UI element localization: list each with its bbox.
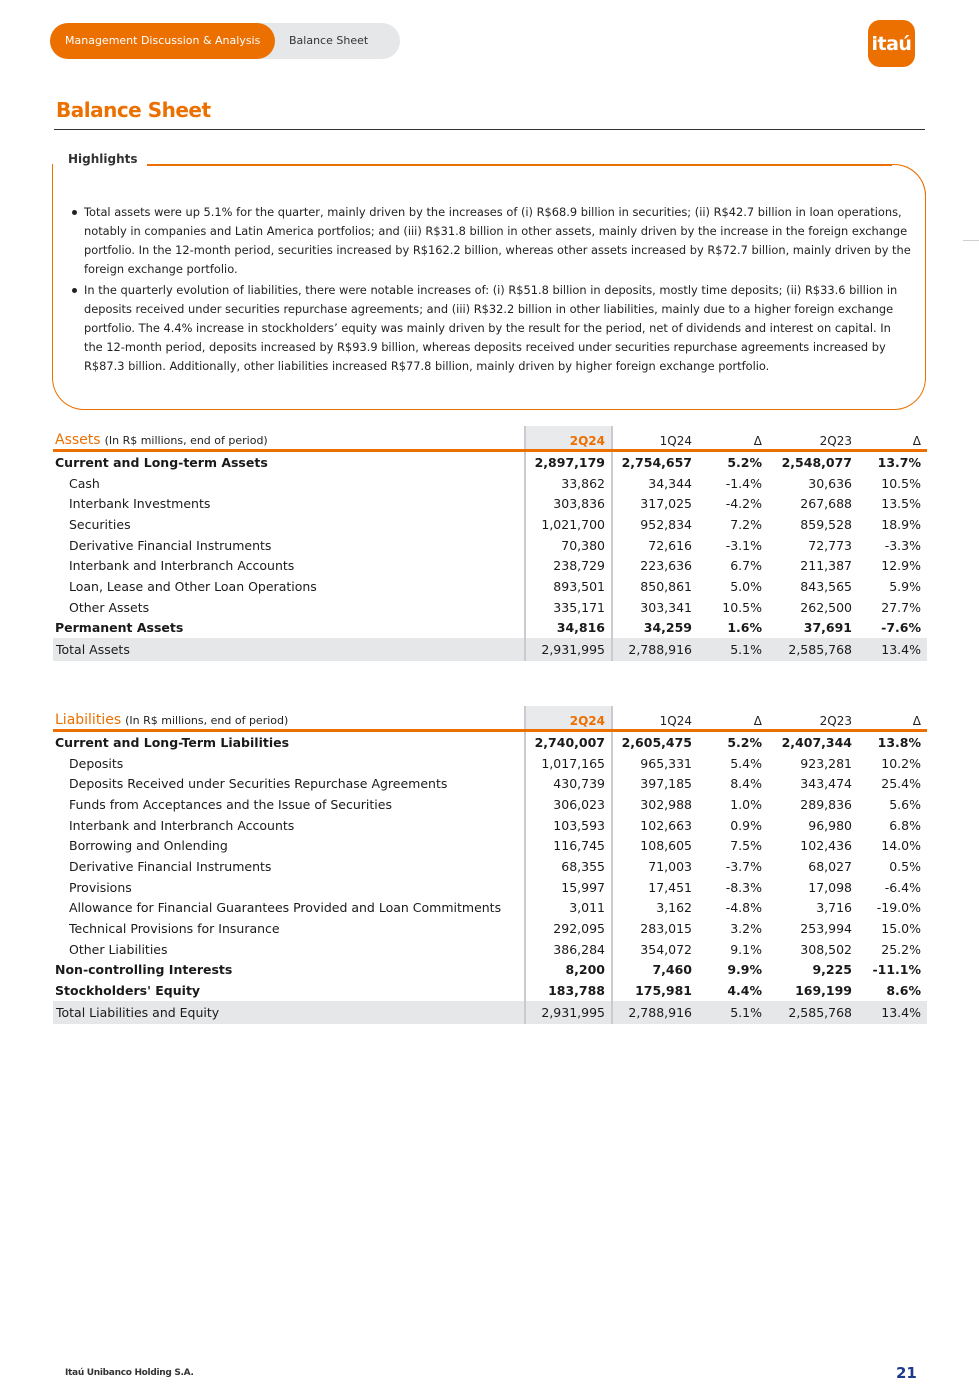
row-value: 18.9%: [881, 516, 921, 532]
row-value: -11.1%: [872, 962, 921, 978]
table-title-text: Liabilities: [55, 712, 122, 728]
highlights-list: [72, 203, 912, 378]
row-value: 859,528: [800, 516, 852, 532]
section-tabs: [50, 23, 400, 59]
table-row: [53, 535, 927, 556]
row-value: 430,739: [525, 773, 612, 794]
row-value: 1,017,165: [525, 753, 612, 774]
row-label: Current and Long-Term Liabilities: [55, 734, 290, 750]
table-row: [53, 773, 927, 794]
row-label: Stockholders' Equity: [55, 983, 201, 999]
row-value: 5.1%: [698, 638, 768, 661]
table-row: [53, 877, 927, 898]
row-value: 34,259: [643, 620, 692, 636]
row-value: 292,095: [525, 918, 612, 939]
row-label: Permanent Assets: [55, 620, 184, 636]
row-label: Loan, Lease and Other Loan Operations: [69, 578, 317, 594]
row-value: 267,688: [800, 496, 852, 512]
row-value: 9,225: [812, 962, 852, 978]
table-row: [53, 597, 927, 618]
highlights-label: Highlights: [68, 152, 138, 166]
row-value: 6.8%: [889, 817, 921, 833]
row-value: 72,616: [648, 537, 692, 553]
row-value: 72,773: [808, 537, 852, 553]
row-value: 34,816: [525, 618, 612, 639]
table-header-row: [53, 706, 927, 731]
row-value: 2,605,475: [621, 734, 692, 750]
table-row: [53, 555, 927, 576]
row-value: 7,460: [652, 962, 692, 978]
assets-table: [53, 426, 927, 661]
row-label: Non-controlling Interests: [55, 962, 233, 978]
row-value: -3.3%: [884, 537, 921, 553]
row-value: 5.4%: [730, 755, 762, 771]
table-row: [53, 794, 927, 815]
row-value: 308,502: [800, 941, 852, 957]
row-value: 102,436: [800, 838, 852, 854]
row-value: 0.5%: [889, 858, 921, 874]
page-number: 21: [896, 1364, 917, 1382]
row-value: -4.8%: [725, 900, 762, 916]
column-header: 2Q24: [525, 706, 612, 731]
row-value: 843,565: [800, 578, 852, 594]
row-value: 2,585,768: [768, 638, 858, 661]
row-label: Securities: [69, 516, 131, 532]
row-label: Deposits Received under Securities Repurchase Agreements: [69, 776, 448, 792]
row-value: 5.6%: [889, 796, 921, 812]
row-value: -3.7%: [725, 858, 762, 874]
row-label: Deposits: [69, 755, 124, 771]
row-value: 2,897,179: [525, 451, 612, 473]
column-header: Δ: [698, 706, 768, 731]
row-value: 3,162: [656, 900, 692, 916]
table-title-text: Assets: [55, 432, 101, 448]
row-value: 223,636: [640, 558, 692, 574]
row-value: 2,754,657: [621, 454, 692, 470]
row-label: Borrowing and Onlending: [69, 838, 228, 854]
row-value: -4.2%: [725, 496, 762, 512]
row-value: 952,834: [640, 516, 692, 532]
footer-company: Itaú Unibanco Holding S.A.: [65, 1368, 194, 1378]
row-value: 13.7%: [877, 454, 921, 470]
table-row: [53, 939, 927, 960]
row-value: 354,072: [640, 941, 692, 957]
row-value: 34,344: [648, 475, 692, 491]
row-value: 2,407,344: [781, 734, 852, 750]
table-row: [53, 638, 927, 661]
row-value: 13.5%: [881, 496, 921, 512]
row-value: 306,023: [525, 794, 612, 815]
row-label: Technical Provisions for Insurance: [69, 921, 280, 937]
row-value: 1.6%: [727, 620, 762, 636]
row-value: 2,931,995: [525, 1001, 612, 1024]
row-value: 68,027: [808, 858, 852, 874]
row-value: 7.2%: [730, 516, 762, 532]
row-value: 102,663: [640, 817, 692, 833]
itau-logo: itaú: [868, 20, 915, 67]
table-subtitle: (In R$ millions, end of period): [104, 434, 268, 447]
row-value: -19.0%: [876, 900, 921, 916]
tab-balance-sheet[interactable]: Balance Sheet: [289, 34, 369, 47]
row-value: 14.0%: [881, 838, 921, 854]
row-value: 10.5%: [722, 599, 762, 615]
row-value: 4.4%: [727, 983, 762, 999]
row-value: 317,025: [640, 496, 692, 512]
table-row: [53, 856, 927, 877]
row-value: 175,981: [635, 983, 692, 999]
column-header: 2Q23: [768, 426, 858, 451]
row-value: 1.0%: [730, 796, 762, 812]
tab-management-discussion[interactable]: Management Discussion & Analysis: [50, 23, 275, 59]
row-value: 303,341: [640, 599, 692, 615]
table-title: [53, 426, 525, 451]
row-value: 303,836: [525, 493, 612, 514]
table-row: [53, 618, 927, 639]
highlight-bullet: Total assets were up 5.1% for the quarter, mainly driven by the increases of (i) R$68.9 billion in securities; (ii) R$42.7 billion in loan operations, notably in companies and Latin America portfolios; and (iii) R$31.8 billion in other assets, mainly driven by the increase in the foreign exchange portfolio. In the 12-month period, securities increased by R$162.2 billion, whereas other assets increased by R$72.7 billion, mainly driven by the foreign exchange portfolio.: [72, 203, 912, 279]
row-value: 17,098: [808, 879, 852, 895]
row-value: 25.2%: [881, 941, 921, 957]
row-value: 5.0%: [730, 578, 762, 594]
row-value: 5.9%: [889, 578, 921, 594]
row-value: 5.2%: [727, 734, 762, 750]
row-value: 2,788,916: [612, 1001, 698, 1024]
row-value: 8,200: [525, 960, 612, 981]
row-value: 262,500: [800, 599, 852, 615]
row-label: Funds from Acceptances and the Issue of Securities: [69, 796, 392, 812]
row-value: 169,199: [795, 983, 852, 999]
row-value: 33,862: [525, 473, 612, 494]
row-value: 13.4%: [858, 1001, 927, 1024]
row-label: Interbank and Interbranch Accounts: [69, 817, 295, 833]
row-value: 335,171: [525, 597, 612, 618]
row-label: Derivative Financial Instruments: [69, 537, 272, 553]
row-value: 253,994: [800, 921, 852, 937]
row-value: 17,451: [648, 879, 692, 895]
row-value: 5.1%: [698, 1001, 768, 1024]
row-value: 2,788,916: [612, 638, 698, 661]
row-value: 70,380: [525, 535, 612, 556]
column-header: 1Q24: [612, 426, 698, 451]
column-header: Δ: [858, 706, 927, 731]
table-row: [53, 731, 927, 753]
row-value: 386,284: [525, 939, 612, 960]
row-value: 68,355: [525, 856, 612, 877]
row-value: 13.8%: [877, 734, 921, 750]
highlights-top-rule: [147, 164, 892, 166]
row-value: 3,716: [816, 900, 852, 916]
row-value: 30,636: [808, 475, 852, 491]
page-title: Balance Sheet: [56, 98, 211, 122]
row-value: 0.9%: [730, 817, 762, 833]
table-row: [53, 980, 927, 1001]
row-value: 10.5%: [881, 475, 921, 491]
table-row: [53, 960, 927, 981]
title-divider: [54, 129, 925, 130]
table-subtitle: (In R$ millions, end of period): [125, 714, 289, 727]
edge-divider: [963, 240, 979, 241]
row-value: 7.5%: [730, 838, 762, 854]
row-value: -6.4%: [884, 879, 921, 895]
table-row: [53, 753, 927, 774]
row-value: 15,997: [525, 877, 612, 898]
table-row: [53, 815, 927, 836]
table-header-row: [53, 426, 927, 451]
row-value: 96,980: [808, 817, 852, 833]
highlight-bullet: In the quarterly evolution of liabilities, there were notable increases of: (i) R$51.8 billion in deposits, mostly time deposits; (ii) R$33.6 billion in deposits received under securities repurchase agreements; and (iii) R$32.2 billion in other liabilities, mainly due to a higher foreign exchange portfolio. The 4.4% increase in stockholders’ equity was mainly driven by the result for the period, net of dividends and interest on capital. In the 12-month period, deposits increased by R$93.9 billion, whereas deposits received under securities repurchase agreements increased by R$87.3 billion. Additionally, other liabilities increased R$77.8 billion, mainly driven by higher foreign exchange portfolio.: [72, 281, 912, 376]
row-label: Provisions: [69, 879, 132, 895]
row-value: 12.9%: [881, 558, 921, 574]
row-label: Total Assets: [53, 638, 525, 661]
row-value: 108,605: [640, 838, 692, 854]
row-value: 5.2%: [727, 454, 762, 470]
table-title: [53, 706, 525, 731]
row-value: 923,281: [800, 755, 852, 771]
row-value: 103,593: [525, 815, 612, 836]
row-value: 27.7%: [881, 599, 921, 615]
column-header: 2Q24: [525, 426, 612, 451]
row-value: 397,185: [640, 776, 692, 792]
row-value: 2,548,077: [781, 454, 852, 470]
row-value: 10.2%: [881, 755, 921, 771]
table-row: [53, 898, 927, 919]
row-value: 238,729: [525, 555, 612, 576]
row-value: 37,691: [803, 620, 852, 636]
row-value: 15.0%: [881, 921, 921, 937]
row-value: 289,836: [800, 796, 852, 812]
table-row: [53, 1001, 927, 1024]
table-row: [53, 473, 927, 494]
row-value: 343,474: [800, 776, 852, 792]
row-value: 2,931,995: [525, 638, 612, 661]
row-label: Other Liabilities: [69, 941, 168, 957]
row-label: Derivative Financial Instruments: [69, 858, 272, 874]
row-label: Interbank Investments: [69, 496, 211, 512]
row-value: 302,988: [640, 796, 692, 812]
column-header: 1Q24: [612, 706, 698, 731]
row-label: Other Assets: [69, 599, 150, 615]
row-value: 9.9%: [727, 962, 762, 978]
table-row: [53, 576, 927, 597]
column-header: Δ: [698, 426, 768, 451]
table-row: [53, 835, 927, 856]
table-row: [53, 493, 927, 514]
column-header: Δ: [858, 426, 927, 451]
row-value: -7.6%: [881, 620, 921, 636]
row-label: Current and Long-term Assets: [55, 454, 268, 470]
row-value: 116,745: [525, 835, 612, 856]
row-value: 2,585,768: [768, 1001, 858, 1024]
row-value: 283,015: [640, 921, 692, 937]
row-value: -8.3%: [725, 879, 762, 895]
row-value: 3.2%: [730, 921, 762, 937]
row-value: 965,331: [640, 755, 692, 771]
row-value: 8.6%: [886, 983, 921, 999]
row-label: Allowance for Financial Guarantees Provided and Loan Commitments: [69, 900, 502, 916]
row-value: 1,021,700: [525, 514, 612, 535]
liabilities-table: [53, 706, 927, 1024]
row-label: Cash: [69, 475, 100, 491]
row-value: 71,003: [648, 858, 692, 874]
row-value: 2,740,007: [525, 731, 612, 753]
table-row: [53, 514, 927, 535]
row-label: Total Liabilities and Equity: [53, 1001, 525, 1024]
row-value: 6.7%: [730, 558, 762, 574]
row-label: Interbank and Interbranch Accounts: [69, 558, 295, 574]
row-value: 25.4%: [881, 776, 921, 792]
row-value: 13.4%: [858, 638, 927, 661]
row-value: -1.4%: [725, 475, 762, 491]
row-value: 9.1%: [730, 941, 762, 957]
row-value: 850,861: [640, 578, 692, 594]
row-value: 8.4%: [730, 776, 762, 792]
row-value: 183,788: [525, 980, 612, 1001]
column-header: 2Q23: [768, 706, 858, 731]
row-value: -3.1%: [725, 537, 762, 553]
row-value: 893,501: [525, 576, 612, 597]
row-value: 3,011: [525, 898, 612, 919]
row-value: 211,387: [800, 558, 852, 574]
table-row: [53, 451, 927, 473]
table-row: [53, 918, 927, 939]
